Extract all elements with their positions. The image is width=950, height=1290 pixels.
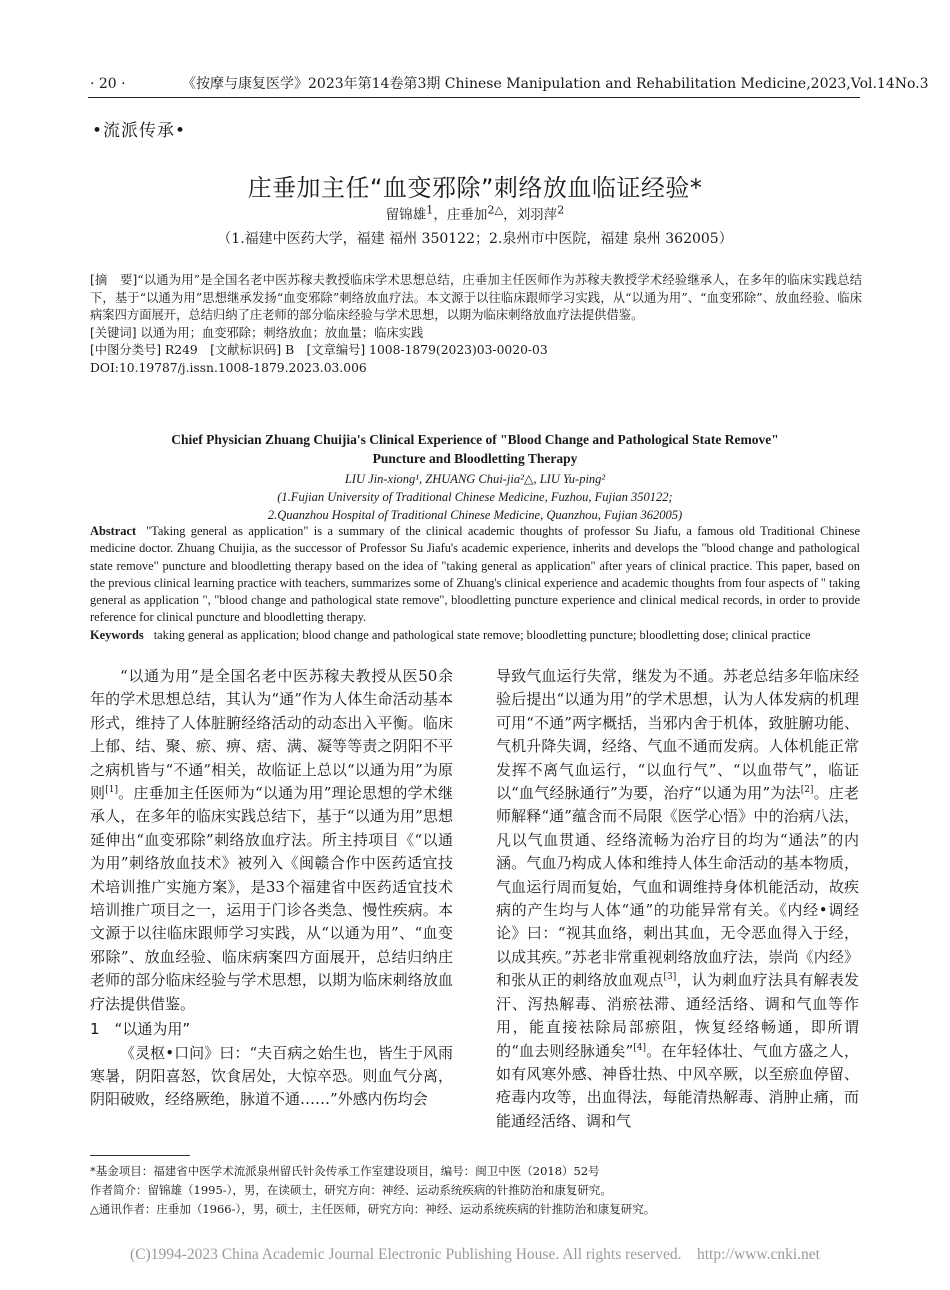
author-bio-label: 作者简介： xyxy=(90,1183,148,1197)
doc-code-value: B xyxy=(285,343,295,358)
body-text: 导致气血运行失常，继发为不通。苏老总结多年临床经验后提出“以通为用”的学术思想，认为人体发病的机理可用“不通”两字概括，当邪内舍于机体，致脏腑功能、气机升降失调，经络、气血不通而发病。人体机能正常发挥不离气血运行，“以血行气”、“以血带气”，临证以“血气经脉通行”为要，治疗“以通为用”为法 xyxy=(496,667,859,803)
body-text: ，认为刺血疗法具有解表发汗、泻热解毒、消瘀祛滞、通经活络、调和气血等作用，能直接祛除局部瘀阻，恢复经络畅通，即所谓的“血去则经脉通矣” xyxy=(496,971,859,1060)
clc-label: [中图分类号] xyxy=(90,343,162,358)
body-text: 。庄垂加主任医师为“以通为用”理论思想的学术继承人，在多年的临床实践总结下，基于“以通为用”思想延伸出“血变邪除”刺络放血疗法。所主持项目《“以通为用”刺络放血技术》被列入《闽赣合作中医药适宜技术培训推广实施方案》，是33个福建省中医药适宜技术培训推广项目之一，运用于门诊各类急、慢性疾病。本文源于以往临床跟师学习实践，从“以通为用”、“血变邪除”、放血经验、临床病案四方面展开，总结归纳庄老师的部分临床经验与学术思想，以期为临床刺络放血疗法提供借鉴。 xyxy=(90,784,453,1013)
header-rule xyxy=(88,97,860,98)
body-text: 。在年轻体壮、气血方盛之人，如有风寒外感、神昏壮热、中风卒厥，以至瘀血停留、疮毒内攻等，出血得法，每能清热解毒、消肿止痛，而能通经活络、调和气 xyxy=(496,1041,859,1130)
english-keywords-text: taking general as application; blood change and pathological state remove; bloodletting puncture; bloodletting dose; clinical practice xyxy=(153,627,811,642)
section-label: •流派传承• xyxy=(92,121,187,141)
citation-ref: [4] xyxy=(633,1042,647,1053)
english-title-line-1: Chief Physician Zhuang Chuijia's Clinical Experience of "Blood Change and Pathological State Remove" xyxy=(171,432,779,447)
article-id-value: 1008-1879(2023)03-0020-03 xyxy=(369,343,548,358)
english-keywords-label: Keywords xyxy=(90,627,144,642)
citation-ref: [1] xyxy=(105,785,118,796)
footnote-author xyxy=(90,1181,860,1200)
clc-value: R249 xyxy=(165,343,198,358)
author-bio-text: 留锦雄（1995-），男，在读硕士，研究方向：神经、运动系统疾病的针推防治和康复研究。 xyxy=(147,1183,612,1197)
abstract-cn xyxy=(90,272,862,325)
body-text: 。庄老师解释“通”蕴含而不局限《医学心悟》中的治病八法，凡以气血贯通、经络流畅为治疗目的均为“通法”的内涵。气血乃构成人体和维持人体生命活动的基本物质，气血运行周而复始，气血和调维持身体机能活动，故疾病的产生均与人体“通”的功能异常有关。《内经•调经论》曰：“视其血络，刺出其血，无令恶血得入于经，以成其疾。”苏老非常重视刺络放血疗法，崇尚《内经》和张从正的刺络放血观点 xyxy=(496,784,859,990)
body-paragraph xyxy=(496,665,859,1133)
abstract-cn-text: “以通为用”是全国名老中医苏稼夫教授临床学术思想总结，庄垂加主任医师作为苏稼夫教授学术经验继承人，在多年的临床实践总结下，基于“以通为用”思想继承发扬“血变邪除”刺络放血疗法。本文源于以往临床跟师学习实践，从“以通为用”、“血变邪除”、放血经验、临床病案四方面展开，总结归纳了庄老师的部分临床经验与学术思想，以期为临床刺络放血疗法提供借鉴。 xyxy=(90,273,862,323)
author-2: 庄垂加 xyxy=(446,207,488,223)
body-column-right xyxy=(496,665,859,1133)
fund-text: 福建省中医学术流派泉州留氏针灸传承工作室建设项目，编号：闽卫中医（2018）52号 xyxy=(153,1164,600,1178)
english-abstract-text: "Taking general as application" is a summary of the clinical academic thoughts of professor Su Jiafu, a famous old Traditional Chinese medicine doctor. Zhuang Chuijia, as the successor of Professor Su Jiafu's academic experience, inherits and develops the "blood change and pathological state remove" puncture and bloodletting therapy based on the idea of "taking general as application" after years of clinical practice. This paper, based on the previous clinical learning practice with teachers, summarizes some of Zhuang's clinical experience and academic thoughts from four aspects of " taking general as application ", "blood change and pathological state remove", bloodletting puncture experience and clinical medical records, in order to provide reference for clinical puncture and bloodletting therapy. xyxy=(90,524,860,625)
english-authors: LIU Jin-xiong¹, ZHUANG Chui-jia²△, LIU Yu-ping² xyxy=(344,472,606,486)
english-title-line-2: Puncture and Bloodletting Therapy xyxy=(372,451,578,466)
classification-line xyxy=(90,342,862,360)
abstract-cn-label: [摘 要] xyxy=(90,273,138,287)
running-header xyxy=(90,75,929,93)
footnote-rule xyxy=(90,1155,190,1156)
english-abstract-block xyxy=(90,523,860,644)
keywords-cn xyxy=(90,325,862,343)
article-title: 庄垂加主任“血变邪除”刺络放血临证经验* xyxy=(247,174,703,202)
citation-ref: [2] xyxy=(800,785,814,796)
keywords-cn-label: [关键词] xyxy=(90,325,137,340)
author-2-affil: 2△ xyxy=(487,203,504,217)
author-list: 留锦雄$^1$，庄垂加$^{2\triangle}$，刘羽萍$^2$ xyxy=(385,203,565,223)
doc-code-label: [文献标识码] xyxy=(210,343,282,358)
article-id-label: [文章编号] xyxy=(306,343,366,358)
copyright-notice: (C)1994-2023 China Academic Journal Electronic Publishing House. All rights reserved. http://www.cnki.net xyxy=(130,1246,820,1263)
author-3-affil: 2 xyxy=(557,203,565,217)
english-abstract-label: Abstract xyxy=(90,524,137,538)
body-column-left xyxy=(90,665,453,1112)
body-paragraph xyxy=(90,665,453,1016)
fund-label: *基金项目： xyxy=(90,1164,154,1178)
citation-ref: [3] xyxy=(663,972,677,983)
body-text: “以通为用”是全国名老中医苏稼夫教授从医50余年的学术思想总结，其认为“通”作为人体生命活动基本形式，维持了人体脏腑经络活动的动态出入平衡。临床上郁、结、聚、瘀、痹、痞、满、凝等等责之阴阳不平之病机皆与“不通”相关，故临证上总以“以通为用”为原则 xyxy=(90,667,453,803)
doi: DOI:10.19787/j.issn.1008-1879.2023.03.006 xyxy=(90,360,367,375)
english-keywords xyxy=(90,627,860,644)
author-1-affil: 1 xyxy=(426,203,434,217)
author-1: 留锦雄 xyxy=(385,207,427,223)
footnotes xyxy=(90,1162,860,1219)
english-affiliation-2: 2.Quanzhou Hospital of Traditional Chinese Medicine, Quanzhou, Fujian 362005) xyxy=(267,508,683,522)
english-abstract xyxy=(90,523,860,627)
footnote-fund xyxy=(90,1162,860,1181)
page-number: · 20 · xyxy=(90,76,126,92)
footnote-corresponding xyxy=(90,1200,860,1219)
affiliation: （1.福建中医药大学，福建 福州 350122；2.泉州市中医院，福建 泉州 362005） xyxy=(217,231,733,247)
corresponding-text: 庄垂加（1966-），男，硕士，主任医师，研究方向：神经、运动系统疾病的针推防治和康复研究。 xyxy=(156,1202,656,1216)
english-title xyxy=(90,430,860,468)
chinese-abstract-block xyxy=(90,272,862,378)
journal-citation: 《按摩与康复医学》2023年第14卷第3期 Chinese Manipulation and Rehabilitation Medicine,2023,Vol.14No.3 xyxy=(182,76,929,92)
english-author-block xyxy=(90,470,860,524)
english-affiliation-1: (1.Fujian University of Traditional Chinese Medicine, Fuzhou, Fujian 350122; xyxy=(277,490,673,504)
corresponding-label: △通讯作者： xyxy=(90,1202,157,1216)
body-paragraph: 《灵枢•口问》曰：“夫百病之始生也，皆生于风雨寒暑，阴阳喜怒，饮食居处，大惊卒恐。则血气分离，阴阳破败，经络厥绝，脉道不通……”外感内伤均会 xyxy=(90,1043,453,1109)
keywords-cn-text: 以通为用；血变邪除；刺络放血；放血量；临床实践 xyxy=(140,325,424,340)
author-3: 刘羽萍 xyxy=(516,207,558,223)
section-heading-1: 1 “以通为用” xyxy=(90,1020,191,1039)
